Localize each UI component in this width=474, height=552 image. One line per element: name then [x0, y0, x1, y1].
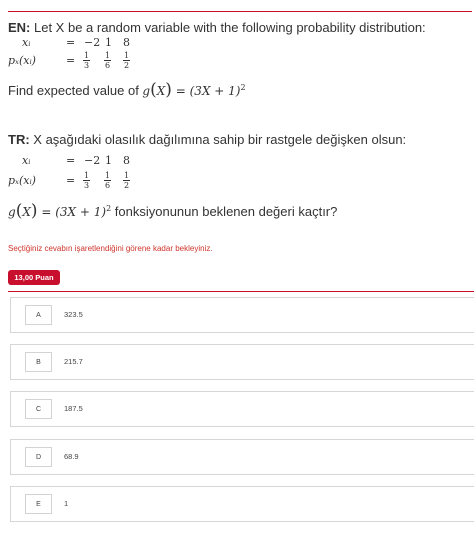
- option-letter[interactable]: A: [25, 305, 52, 325]
- option-letter[interactable]: E: [25, 494, 52, 514]
- x-value: 8: [123, 154, 130, 167]
- answer-option-c[interactable]: [10, 391, 474, 427]
- distribution-table-tr: [8, 154, 208, 188]
- distribution-table-en: [8, 36, 208, 70]
- option-value: 1: [64, 499, 69, 508]
- question-en-find: [8, 80, 246, 100]
- points-badge: 13,00 Puan: [8, 270, 60, 285]
- px-label: pₓ(xᵢ): [8, 54, 36, 67]
- eq-sign: =: [66, 154, 76, 167]
- x-value: 8: [123, 36, 130, 49]
- probability-fraction: $\frac{1}{6}$: [105, 51, 111, 70]
- options-divider: [8, 291, 474, 292]
- tr-prefix: TR:: [8, 132, 30, 147]
- answer-option-e[interactable]: [10, 486, 474, 522]
- probability-fraction: $\frac{1}{3}$: [84, 171, 90, 190]
- question-tr-find: [8, 201, 337, 221]
- eq-sign: =: [66, 36, 76, 49]
- eq-sign: =: [66, 174, 76, 187]
- wait-notice: Seçtiğiniz cevabın işaretlendiğini görene kadar bekleyiniz.: [8, 244, 213, 253]
- en-text: Let X be a random variable with the following probability distribution:: [30, 20, 426, 35]
- x-value: −2: [84, 36, 101, 49]
- option-letter[interactable]: D: [25, 447, 52, 467]
- top-divider: [8, 11, 472, 12]
- question-en-intro: [8, 20, 426, 35]
- g-of-x-expression: $g(X) = (3X + 1)^2$: [142, 80, 246, 100]
- g-of-x-expression: $g(X) = (3X + 1)^2$: [8, 201, 112, 221]
- option-letter[interactable]: B: [25, 352, 52, 372]
- tr-suffix-text: fonksiyonunun beklenen değeri kaçtır?: [111, 204, 338, 219]
- en-prefix: EN:: [8, 20, 31, 35]
- option-value: 215.7: [64, 357, 83, 366]
- x-value: 1: [105, 154, 112, 167]
- x-value: −2: [84, 154, 101, 167]
- probability-fraction: $\frac{1}{2}$: [124, 171, 130, 190]
- answer-option-d[interactable]: [10, 439, 474, 475]
- option-letter[interactable]: C: [25, 399, 52, 419]
- xi-label: xᵢ: [22, 154, 31, 167]
- xi-label: xᵢ: [22, 36, 31, 49]
- probability-fraction: $\frac{1}{2}$: [124, 51, 130, 70]
- x-value: 1: [105, 36, 112, 49]
- px-label: pₓ(xᵢ): [8, 174, 36, 187]
- probability-fraction: $\frac{1}{3}$: [84, 51, 90, 70]
- option-value: 68.9: [64, 452, 79, 461]
- answer-option-b[interactable]: [10, 344, 474, 380]
- tr-text: X aşağıdaki olasılık dağılımına sahip bir rastgele değişken olsun:: [29, 132, 407, 147]
- option-value: 187.5: [64, 404, 83, 413]
- eq-sign: =: [66, 54, 76, 67]
- answer-option-a[interactable]: [10, 297, 474, 333]
- probability-fraction: $\frac{1}{6}$: [105, 171, 111, 190]
- en-find-text: Find expected value of: [8, 83, 143, 98]
- option-value: 323.5: [64, 310, 83, 319]
- question-tr-intro: [8, 132, 406, 147]
